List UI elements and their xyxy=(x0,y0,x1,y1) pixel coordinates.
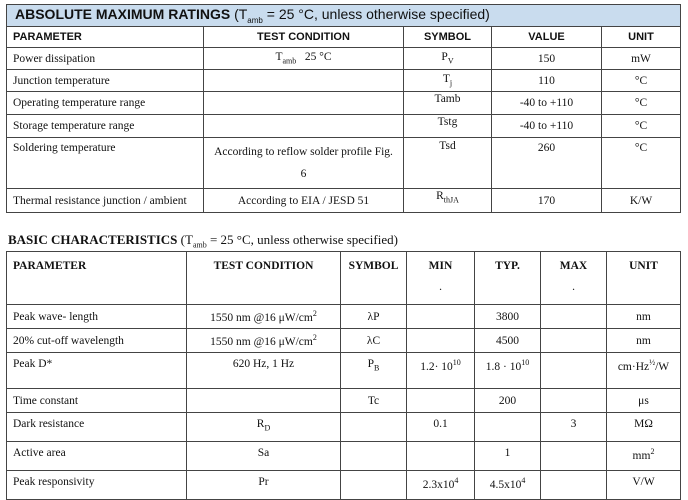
cell-symbol xyxy=(341,471,407,500)
cell-symbol: Tc xyxy=(341,389,407,413)
header-unit: UNIT xyxy=(607,252,681,305)
cell-symbol: $P_B$ xyxy=(341,353,407,389)
table-row xyxy=(7,92,681,115)
header-test-condition: TEST CONDITION xyxy=(204,27,404,48)
basic-characteristics-title xyxy=(8,232,398,250)
cell-symbol: $P_V$ xyxy=(404,48,492,70)
header-min: MIN . xyxy=(407,252,475,305)
header-row xyxy=(7,252,681,305)
table-row xyxy=(7,353,681,389)
cell-parameter: Dark resistance xyxy=(7,413,187,442)
table-row xyxy=(7,471,681,500)
cell-min xyxy=(407,389,475,413)
cell-unit: V/W xyxy=(607,471,681,500)
table-title-text: ABSOLUTE MAXIMUM RATINGS xyxy=(15,6,231,23)
cell-symbol: Tamb xyxy=(404,92,492,115)
cell-parameter: Soldering temperature xyxy=(7,138,204,189)
cell-parameter: Thermal resistance junction / ambient xyxy=(7,189,204,213)
cell-parameter: 20% cut-off wavelength xyxy=(7,329,187,353)
cell-min: $2.3x10^4$ xyxy=(407,471,475,500)
header-parameter: PARAMETER xyxy=(7,27,204,48)
cell-unit: °C xyxy=(602,70,681,92)
cell-min: 0.1 xyxy=(407,413,475,442)
cell-typ: 1 xyxy=(475,442,541,471)
table-row xyxy=(7,329,681,353)
table-row xyxy=(7,138,681,189)
cell-parameter: Peak wave- length xyxy=(7,305,187,329)
cell-condition xyxy=(187,389,341,413)
cell-max xyxy=(541,442,607,471)
cell-max xyxy=(541,353,607,389)
cell-condition: $R_D$ xyxy=(187,413,341,442)
cell-parameter: Power dissipation xyxy=(7,48,204,70)
header-row xyxy=(7,27,681,48)
table-row xyxy=(7,189,681,213)
section-heading: BASIC CHARACTERISTICS xyxy=(8,232,178,247)
cell-symbol: $R_{thJA}$ xyxy=(404,189,492,213)
cell-unit: °C xyxy=(602,92,681,115)
cell-typ xyxy=(475,413,541,442)
cell-value: 260 xyxy=(492,138,602,189)
cell-symbol xyxy=(341,442,407,471)
condition-line: 6 xyxy=(300,168,307,180)
cell-unit: μs xyxy=(607,389,681,413)
cell-unit: nm xyxy=(607,329,681,353)
cell-max xyxy=(541,305,607,329)
cell-symbol: λP xyxy=(341,305,407,329)
cell-condition: According to EIA / JESD 51 xyxy=(204,189,404,213)
header-symbol: SYMBOL xyxy=(404,27,492,48)
absolute-maximum-ratings-table xyxy=(6,4,681,213)
header-test-condition: TEST CONDITION xyxy=(187,252,341,305)
cell-symbol: $T_j$ xyxy=(404,70,492,92)
table-row xyxy=(7,305,681,329)
cell-condition xyxy=(204,70,404,92)
cell-condition: 1550 nm @16 $\mu W/cm^2$ xyxy=(187,305,341,329)
cell-parameter: Junction temperature xyxy=(7,70,204,92)
header-max: MAX . xyxy=(541,252,607,305)
cell-parameter: Peak D* xyxy=(7,353,187,389)
table-row xyxy=(7,48,681,70)
table-row xyxy=(7,413,681,442)
cell-value: 110 xyxy=(492,70,602,92)
table-row xyxy=(7,389,681,413)
cell-condition: $T_{amb}$ 25 °C xyxy=(204,48,404,70)
cell-value: 170 xyxy=(492,189,602,213)
table-title-condition: ($T_{amb} = 25$ °C, unless otherwise specified) xyxy=(234,6,490,25)
cell-max xyxy=(541,389,607,413)
cell-value: 150 xyxy=(492,48,602,70)
cell-typ: $4.5x10^4$ xyxy=(475,471,541,500)
cell-typ: 4500 xyxy=(475,329,541,353)
cell-symbol: Tsd xyxy=(404,138,492,189)
cell-unit: mW xyxy=(602,48,681,70)
cell-value: -40 to +110 xyxy=(492,115,602,138)
cell-typ: 3800 xyxy=(475,305,541,329)
cell-condition: Pr xyxy=(187,471,341,500)
cell-unit: K/W xyxy=(602,189,681,213)
header-symbol: SYMBOL xyxy=(341,252,407,305)
cell-parameter: Storage temperature range xyxy=(7,115,204,138)
table-row xyxy=(7,115,681,138)
condition-line: According to reflow solder profile Fig. xyxy=(214,146,393,158)
cell-symbol: λC xyxy=(341,329,407,353)
cell-max: 3 xyxy=(541,413,607,442)
cell-symbol: Tstg xyxy=(404,115,492,138)
header-unit: UNIT xyxy=(602,27,681,48)
cell-min xyxy=(407,305,475,329)
cell-unit: MΩ xyxy=(607,413,681,442)
cell-max xyxy=(541,471,607,500)
cell-unit: nm xyxy=(607,305,681,329)
cell-min xyxy=(407,442,475,471)
cell-max xyxy=(541,329,607,353)
cell-min: $1.2\cdot 10^{10}$ xyxy=(407,353,475,389)
cell-parameter: Active area xyxy=(7,442,187,471)
cell-parameter: Peak responsivity xyxy=(7,471,187,500)
table-row xyxy=(7,442,681,471)
section-condition: ($T_{amb} = 25$ °C, unless otherwise specified) xyxy=(180,232,398,250)
cell-typ: 200 xyxy=(475,389,541,413)
header-parameter: PARAMETER xyxy=(7,252,187,305)
cell-symbol xyxy=(341,413,407,442)
cell-condition xyxy=(204,115,404,138)
cell-value: -40 to +110 xyxy=(492,92,602,115)
cell-condition xyxy=(204,138,404,189)
table-title-row xyxy=(7,5,681,27)
table-row xyxy=(7,70,681,92)
cell-parameter: Operating temperature range xyxy=(7,92,204,115)
cell-unit: $cm\cdot Hz^{\frac{1}{2}}/W$ xyxy=(607,353,681,389)
basic-characteristics-table xyxy=(6,251,681,500)
cell-typ: $1.8 \cdot 10^{10}$ xyxy=(475,353,541,389)
table-title xyxy=(7,5,681,27)
cell-unit: $mm^2$ xyxy=(607,442,681,471)
header-typ: TYP. xyxy=(475,252,541,305)
cell-parameter: Time constant xyxy=(7,389,187,413)
cell-condition: Sa xyxy=(187,442,341,471)
cell-unit: °C xyxy=(602,115,681,138)
cell-unit: °C xyxy=(602,138,681,189)
cell-condition xyxy=(204,92,404,115)
cell-condition: 1550 nm @16 $\mu W/cm^2$ xyxy=(187,329,341,353)
cell-min xyxy=(407,329,475,353)
cell-condition: 620 Hz, 1 Hz xyxy=(187,353,341,389)
header-value: VALUE xyxy=(492,27,602,48)
